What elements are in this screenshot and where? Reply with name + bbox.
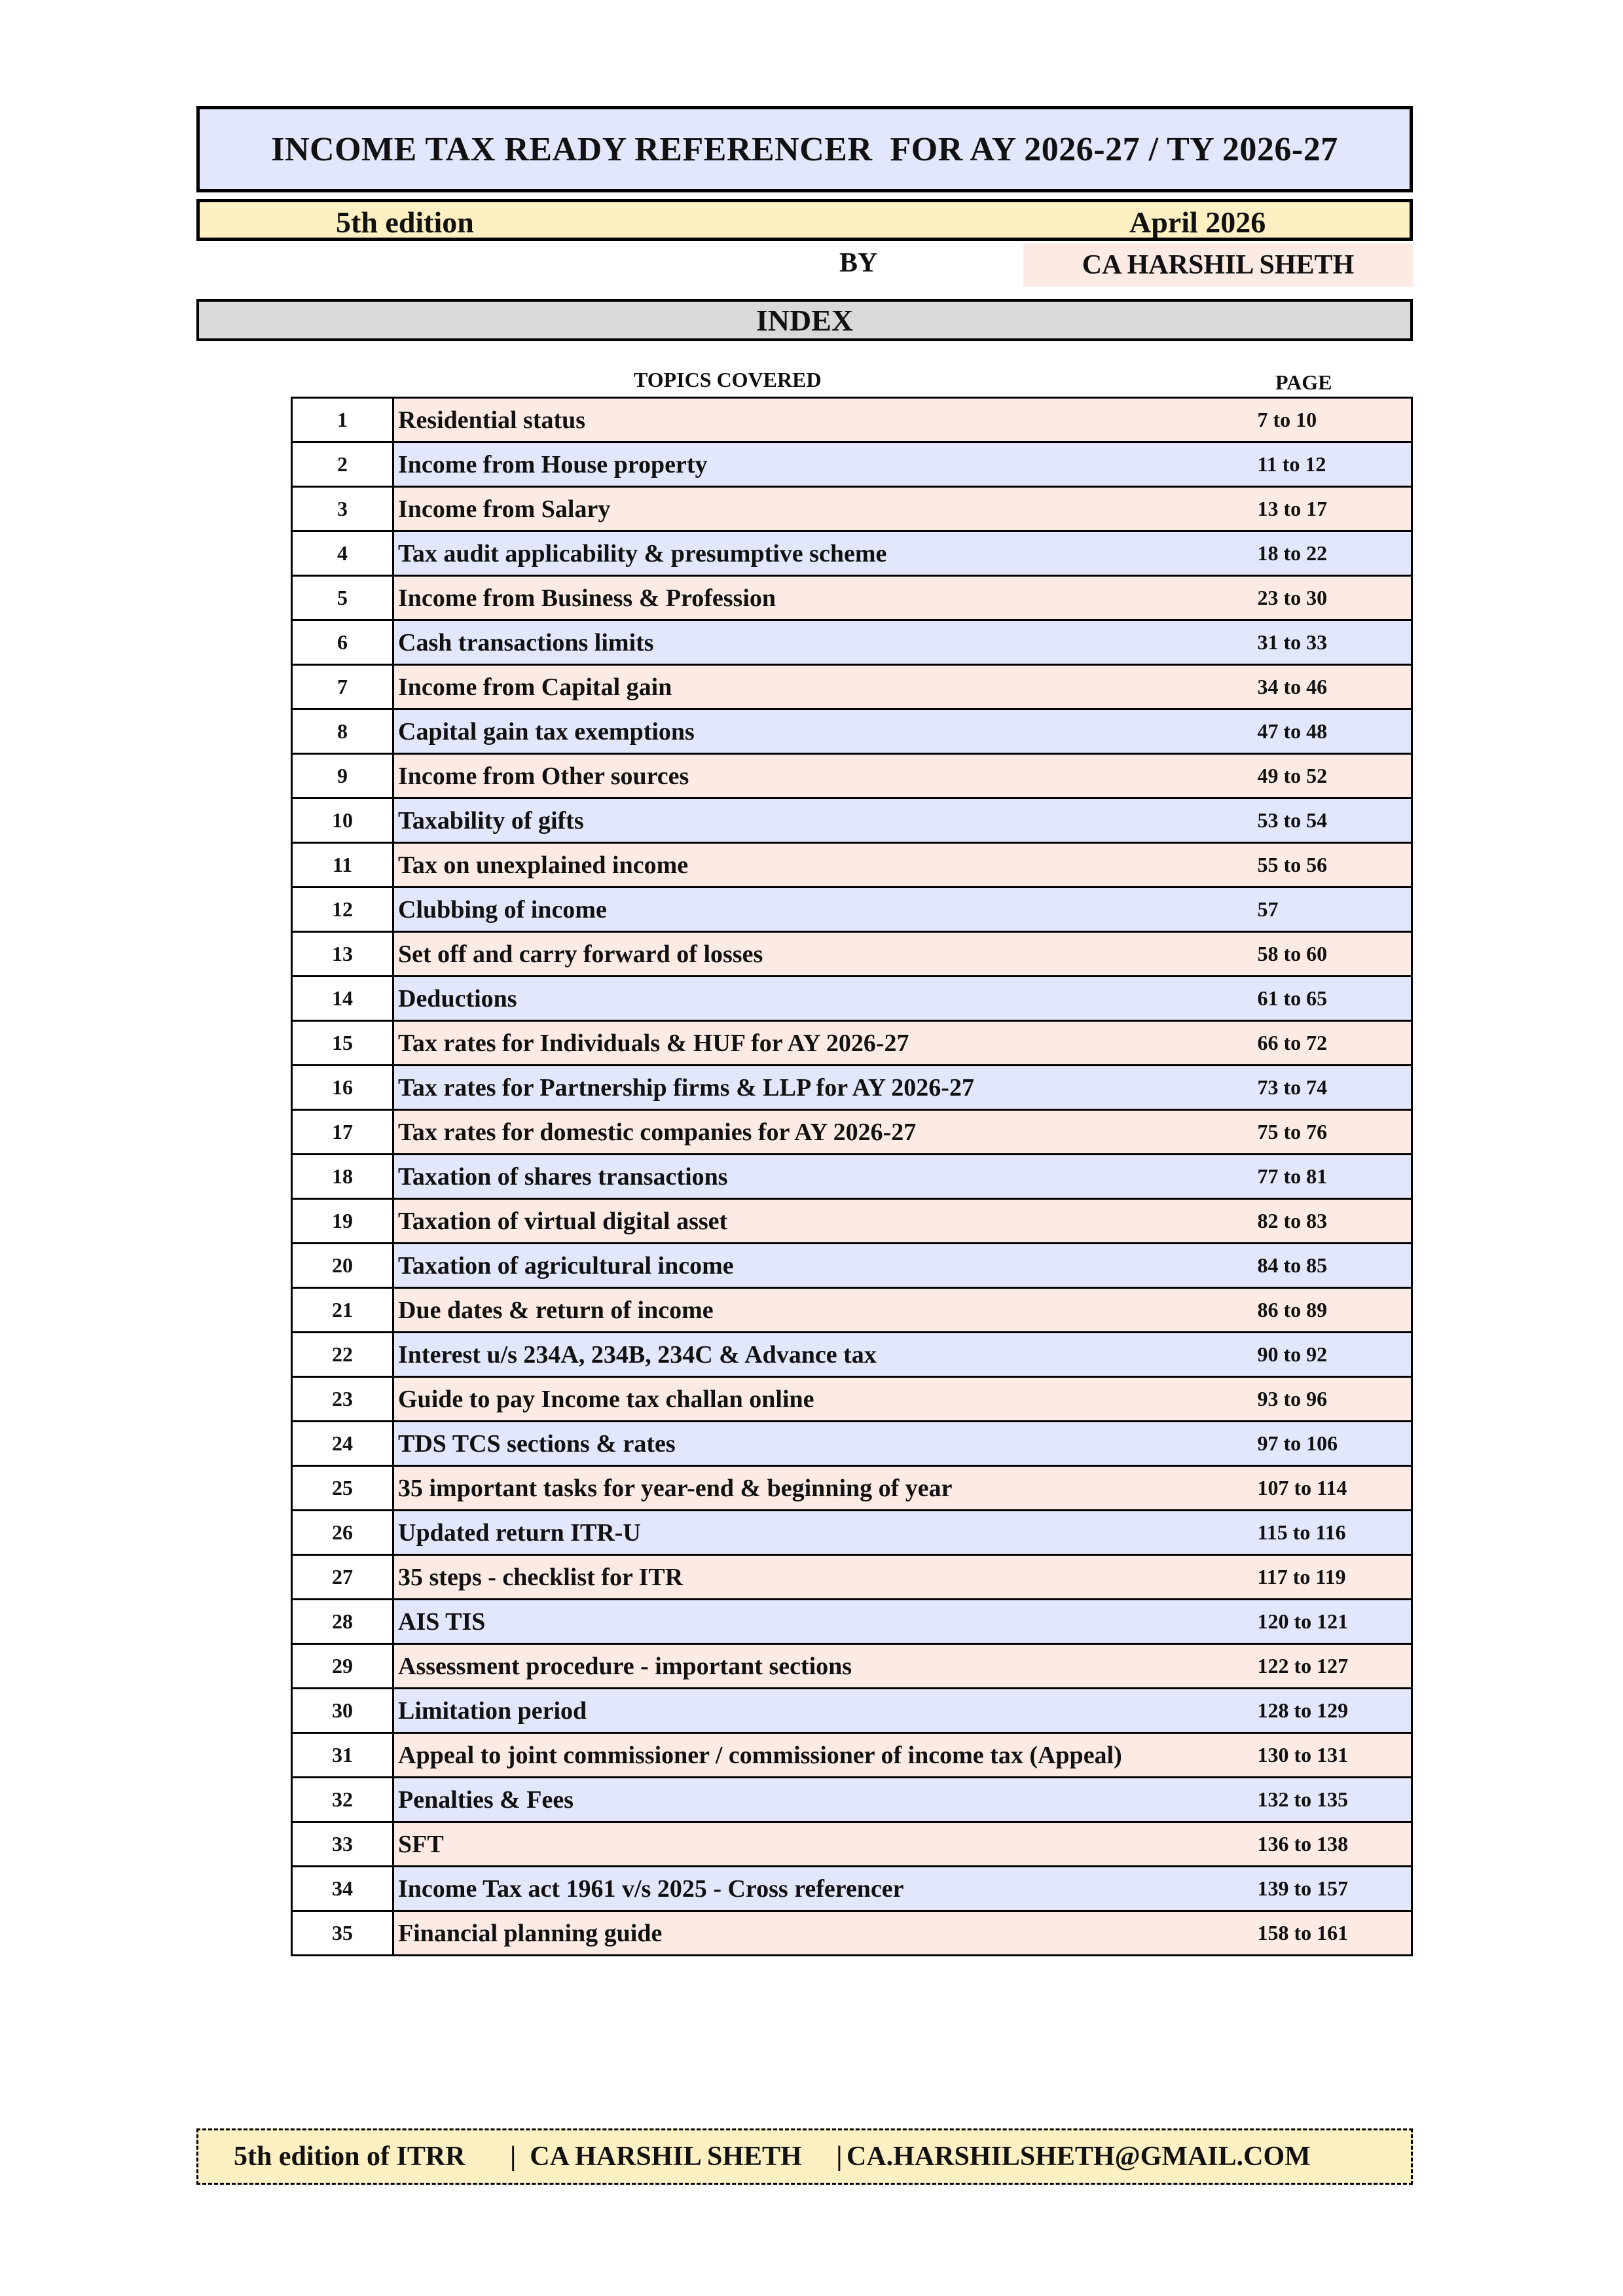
page-column-header: PAGE <box>1275 370 1332 394</box>
row-page: 66 to 72 <box>1255 1021 1412 1066</box>
row-page: 73 to 74 <box>1255 1066 1412 1110</box>
title-box <box>196 106 1413 192</box>
row-number: 19 <box>292 1199 393 1244</box>
row-page: 55 to 56 <box>1255 843 1412 888</box>
row-number: 9 <box>292 754 393 798</box>
row-topic: Cash transactions limits <box>393 620 1255 665</box>
row-number: 1 <box>292 398 393 442</box>
index-heading-box <box>196 299 1413 341</box>
table-row <box>292 798 1412 843</box>
table-row <box>292 709 1412 754</box>
footer-email: CA.HARSHILSHETH@GMAIL.COM <box>847 2142 1311 2172</box>
table-row <box>292 1110 1412 1155</box>
table-row <box>292 1911 1412 1956</box>
row-page: 49 to 52 <box>1255 754 1412 798</box>
table-row <box>292 1867 1412 1911</box>
row-page: 53 to 54 <box>1255 798 1412 843</box>
table-row <box>292 1644 1412 1689</box>
by-label: BY <box>839 248 878 278</box>
row-number: 21 <box>292 1288 393 1333</box>
row-page: 107 to 114 <box>1255 1466 1412 1511</box>
row-number: 28 <box>292 1600 393 1644</box>
row-topic: 35 important tasks for year-end & beginning of year <box>393 1466 1255 1511</box>
table-row <box>292 665 1412 709</box>
row-number: 31 <box>292 1733 393 1778</box>
row-topic: Taxation of virtual digital asset <box>393 1199 1255 1244</box>
row-page: 120 to 121 <box>1255 1600 1412 1644</box>
row-number: 14 <box>292 977 393 1021</box>
row-page: 136 to 138 <box>1255 1822 1412 1867</box>
row-page: 158 to 161 <box>1255 1911 1412 1956</box>
table-row <box>292 1778 1412 1822</box>
row-page: 11 to 12 <box>1255 442 1412 487</box>
row-number: 11 <box>292 843 393 888</box>
document-title: INCOME TAX READY REFERENCER FOR AY 2026-27 / TY 2026-27 <box>271 130 1338 168</box>
row-topic: Tax rates for domestic companies for AY 2026-27 <box>393 1110 1255 1155</box>
footer-edition: 5th edition of ITRR <box>234 2142 465 2172</box>
author-box <box>1023 243 1413 287</box>
row-topic: Financial planning guide <box>393 1911 1255 1956</box>
row-page: 128 to 129 <box>1255 1689 1412 1733</box>
row-topic: Taxation of shares transactions <box>393 1155 1255 1199</box>
row-topic: Interest u/s 234A, 234B, 234C & Advance tax <box>393 1333 1255 1377</box>
row-page: 23 to 30 <box>1255 576 1412 620</box>
row-page: 31 to 33 <box>1255 620 1412 665</box>
row-number: 33 <box>292 1822 393 1867</box>
table-row <box>292 487 1412 531</box>
table-row <box>292 531 1412 576</box>
row-page: 115 to 116 <box>1255 1511 1412 1555</box>
row-topic: Income from Business & Profession <box>393 576 1255 620</box>
row-number: 34 <box>292 1867 393 1911</box>
table-row <box>292 1422 1412 1466</box>
row-number: 16 <box>292 1066 393 1110</box>
row-number: 35 <box>292 1911 393 1956</box>
row-topic: Residential status <box>393 398 1255 442</box>
row-number: 6 <box>292 620 393 665</box>
row-topic: Penalties & Fees <box>393 1778 1255 1822</box>
row-number: 22 <box>292 1333 393 1377</box>
row-page: 97 to 106 <box>1255 1422 1412 1466</box>
row-page: 75 to 76 <box>1255 1110 1412 1155</box>
table-row <box>292 977 1412 1021</box>
row-page: 47 to 48 <box>1255 709 1412 754</box>
edition-date: April 2026 <box>1129 206 1266 239</box>
table-row <box>292 1288 1412 1333</box>
row-number: 29 <box>292 1644 393 1689</box>
table-row <box>292 1244 1412 1288</box>
table-row <box>292 576 1412 620</box>
row-page: 57 <box>1255 888 1412 932</box>
footer-bar <box>196 2128 1413 2185</box>
row-topic: Taxation of agricultural income <box>393 1244 1255 1288</box>
row-topic: Due dates & return of income <box>393 1288 1255 1333</box>
row-page: 139 to 157 <box>1255 1867 1412 1911</box>
row-number: 18 <box>292 1155 393 1199</box>
row-number: 8 <box>292 709 393 754</box>
row-page: 84 to 85 <box>1255 1244 1412 1288</box>
edition-bar <box>196 199 1413 241</box>
row-number: 7 <box>292 665 393 709</box>
row-topic: Tax audit applicability & presumptive scheme <box>393 531 1255 576</box>
row-topic: Taxability of gifts <box>393 798 1255 843</box>
table-row <box>292 888 1412 932</box>
row-topic: AIS TIS <box>393 1600 1255 1644</box>
topics-column-header: TOPICS COVERED <box>634 368 822 391</box>
table-row <box>292 1511 1412 1555</box>
table-row <box>292 1377 1412 1422</box>
row-page: 61 to 65 <box>1255 977 1412 1021</box>
table-row <box>292 1733 1412 1778</box>
row-number: 32 <box>292 1778 393 1822</box>
row-topic: 35 steps - checklist for ITR <box>393 1555 1255 1600</box>
index-table <box>291 397 1413 1956</box>
row-topic: Deductions <box>393 977 1255 1021</box>
row-number: 26 <box>292 1511 393 1555</box>
row-number: 17 <box>292 1110 393 1155</box>
row-page: 58 to 60 <box>1255 932 1412 977</box>
row-topic: TDS TCS sections & rates <box>393 1422 1255 1466</box>
row-page: 90 to 92 <box>1255 1333 1412 1377</box>
row-topic: Income from Capital gain <box>393 665 1255 709</box>
row-page: 86 to 89 <box>1255 1288 1412 1333</box>
table-row <box>292 620 1412 665</box>
row-number: 20 <box>292 1244 393 1288</box>
table-row <box>292 1021 1412 1066</box>
row-number: 2 <box>292 442 393 487</box>
row-topic: Tax rates for Partnership firms & LLP for AY 2026-27 <box>393 1066 1255 1110</box>
row-number: 13 <box>292 932 393 977</box>
row-page: 13 to 17 <box>1255 487 1412 531</box>
author-name: CA HARSHIL SHETH <box>1082 250 1355 280</box>
row-topic: Tax on unexplained income <box>393 843 1255 888</box>
row-topic: Income from House property <box>393 442 1255 487</box>
row-number: 5 <box>292 576 393 620</box>
table-row <box>292 1600 1412 1644</box>
row-number: 10 <box>292 798 393 843</box>
row-topic: Income from Other sources <box>393 754 1255 798</box>
table-row <box>292 398 1412 442</box>
row-number: 25 <box>292 1466 393 1511</box>
row-page: 130 to 131 <box>1255 1733 1412 1778</box>
index-table-body <box>292 398 1412 1956</box>
row-number: 24 <box>292 1422 393 1466</box>
row-topic: Capital gain tax exemptions <box>393 709 1255 754</box>
row-topic: Limitation period <box>393 1689 1255 1733</box>
table-row <box>292 1066 1412 1110</box>
table-row <box>292 1333 1412 1377</box>
row-number: 27 <box>292 1555 393 1600</box>
row-topic: Income Tax act 1961 v/s 2025 - Cross referencer <box>393 1867 1255 1911</box>
row-topic: Guide to pay Income tax challan online <box>393 1377 1255 1422</box>
table-row <box>292 1155 1412 1199</box>
row-topic: Tax rates for Individuals & HUF for AY 2026-27 <box>393 1021 1255 1066</box>
row-topic: Income from Salary <box>393 487 1255 531</box>
index-heading: INDEX <box>756 303 854 337</box>
table-row <box>292 1822 1412 1867</box>
row-number: 15 <box>292 1021 393 1066</box>
row-number: 3 <box>292 487 393 531</box>
row-page: 93 to 96 <box>1255 1377 1412 1422</box>
row-page: 132 to 135 <box>1255 1778 1412 1822</box>
table-row <box>292 1689 1412 1733</box>
row-page: 122 to 127 <box>1255 1644 1412 1689</box>
row-page: 18 to 22 <box>1255 531 1412 576</box>
table-row <box>292 843 1412 888</box>
row-number: 4 <box>292 531 393 576</box>
table-row <box>292 442 1412 487</box>
row-page: 117 to 119 <box>1255 1555 1412 1600</box>
row-page: 77 to 81 <box>1255 1155 1412 1199</box>
row-topic: Appeal to joint commissioner / commissioner of income tax (Appeal) <box>393 1733 1255 1778</box>
row-topic: SFT <box>393 1822 1255 1867</box>
row-topic: Assessment procedure - important sections <box>393 1644 1255 1689</box>
table-row <box>292 754 1412 798</box>
row-topic: Set off and carry forward of losses <box>393 932 1255 977</box>
table-row <box>292 1555 1412 1600</box>
table-row <box>292 1466 1412 1511</box>
table-row <box>292 932 1412 977</box>
row-page: 7 to 10 <box>1255 398 1412 442</box>
row-page: 82 to 83 <box>1255 1199 1412 1244</box>
edition-label: 5th edition <box>336 206 474 239</box>
row-topic: Clubbing of income <box>393 888 1255 932</box>
row-number: 23 <box>292 1377 393 1422</box>
row-topic: Updated return ITR-U <box>393 1511 1255 1555</box>
row-number: 12 <box>292 888 393 932</box>
table-row <box>292 1199 1412 1244</box>
row-page: 34 to 46 <box>1255 665 1412 709</box>
row-number: 30 <box>292 1689 393 1733</box>
footer-author: | CA HARSHIL SHETH | <box>510 2142 843 2172</box>
